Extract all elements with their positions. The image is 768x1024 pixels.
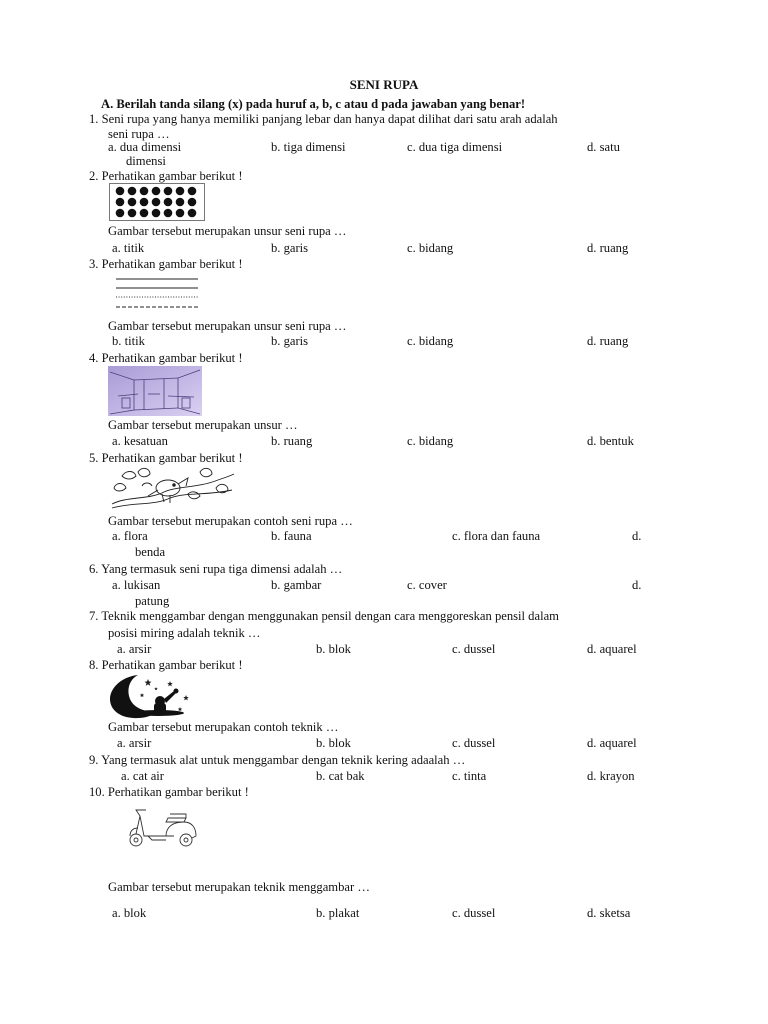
q8-option-c: c. dussel xyxy=(452,736,496,750)
q9-option-d: d. krayon xyxy=(587,769,635,783)
q1-text-line2: seni rupa … xyxy=(108,127,170,141)
q1-text-line1: 1. Seni rupa yang hanya memiliki panjang lebar dan hanya dapat dilihat dari satu arah adalah xyxy=(89,112,558,126)
q1-option-c: c. dua tiga dimensi xyxy=(407,140,503,154)
q4-option-a: a. kesatuan xyxy=(112,434,168,448)
q1-option-d: d. satu xyxy=(587,140,620,154)
q7-option-b: b. blok xyxy=(316,642,351,656)
q9-text: 9. Yang termasuk alat untuk menggambar dengan teknik kering adaalah … xyxy=(89,753,466,767)
q6-option-d-continued: patung xyxy=(135,594,170,608)
q10-stem: Gambar tersebut merupakan teknik menggambar … xyxy=(108,880,370,894)
q5-text: 5. Perhatikan gambar berikut ! xyxy=(89,451,243,465)
q6-option-c: c. cover xyxy=(407,578,447,592)
lines-pattern-image xyxy=(114,275,202,313)
q6-option-d: d. xyxy=(632,578,642,592)
q1-option-a: a. dua dimensi xyxy=(108,140,182,154)
q10-option-c: c. dussel xyxy=(452,906,496,920)
q8-option-b: b. blok xyxy=(316,736,351,750)
q5-option-d: d. xyxy=(632,529,642,543)
q1-option-d-continued: dimensi xyxy=(126,154,166,168)
space-perspective-image xyxy=(108,366,202,416)
q3-stem: Gambar tersebut merupakan unsur seni rupa … xyxy=(108,319,347,333)
dots-pattern-image xyxy=(109,183,205,221)
q10-option-a: a. blok xyxy=(112,906,147,920)
q7-text-line1: 7. Teknik menggambar dengan menggunakan pensil dengan cara menggoreskan pensil dalam xyxy=(89,609,559,623)
q2-option-b: b. garis xyxy=(271,241,309,255)
q9-option-a: a. cat air xyxy=(121,769,164,783)
q2-text: 2. Perhatikan gambar berikut ! xyxy=(89,169,243,183)
q6-text: 6. Yang termasuk seni rupa tiga dimensi adalah … xyxy=(89,562,343,576)
q4-option-c: c. bidang xyxy=(407,434,454,448)
page-title: SENI RUPA xyxy=(349,77,419,92)
q2-option-c: c. bidang xyxy=(407,241,454,255)
q7-option-c: c. dussel xyxy=(452,642,496,656)
q6-option-b: b. gambar xyxy=(271,578,322,592)
q3-option-c: c. bidang xyxy=(407,334,454,348)
q9-option-c: c. tinta xyxy=(452,769,487,783)
q8-text: 8. Perhatikan gambar berikut ! xyxy=(89,658,243,672)
q2-option-d: d. ruang xyxy=(587,241,629,255)
scooter-sketch-image xyxy=(126,806,200,848)
q7-text-line2: posisi miring adalah teknik … xyxy=(108,626,261,640)
q5-option-a: a. flora xyxy=(112,529,148,543)
moon-silhouette-image xyxy=(108,673,198,719)
q3-option-a: b. titik xyxy=(112,334,145,348)
q6-option-a: a. lukisan xyxy=(112,578,161,592)
q10-text: 10. Perhatikan gambar berikut ! xyxy=(89,785,249,799)
q8-stem: Gambar tersebut merupakan contoh teknik … xyxy=(108,720,339,734)
q10-option-d: d. sketsa xyxy=(587,906,631,920)
q1-option-b: b. tiga dimensi xyxy=(271,140,346,154)
q5-stem: Gambar tersebut merupakan contoh seni rupa … xyxy=(108,514,353,528)
q5-option-d-continued: benda xyxy=(135,545,166,559)
q9-option-b: b. cat bak xyxy=(316,769,365,783)
q4-text: 4. Perhatikan gambar berikut ! xyxy=(89,351,243,365)
q3-option-d: d. ruang xyxy=(587,334,629,348)
q2-option-a: a. titik xyxy=(112,241,145,255)
flora-fauna-drawing-image xyxy=(108,466,236,512)
q5-option-c: c. flora dan fauna xyxy=(452,529,541,543)
section-a-instruction: A. Berilah tanda silang (x) pada huruf a, b, c atau d pada jawaban yang benar! xyxy=(101,97,526,111)
q7-option-a: a. arsir xyxy=(117,642,152,656)
q4-option-b: b. ruang xyxy=(271,434,313,448)
q10-option-b: b. plakat xyxy=(316,906,360,920)
q4-option-d: d. bentuk xyxy=(587,434,634,448)
q3-option-b: b. garis xyxy=(271,334,309,348)
q7-option-d: d. aquarel xyxy=(587,642,637,656)
q5-option-b: b. fauna xyxy=(271,529,312,543)
q8-option-d: d. aquarel xyxy=(587,736,637,750)
q3-text: 3. Perhatikan gambar berikut ! xyxy=(89,257,243,271)
q4-stem: Gambar tersebut merupakan unsur … xyxy=(108,418,298,432)
q8-option-a: a. arsir xyxy=(117,736,152,750)
q2-stem: Gambar tersebut merupakan unsur seni rupa … xyxy=(108,224,347,238)
